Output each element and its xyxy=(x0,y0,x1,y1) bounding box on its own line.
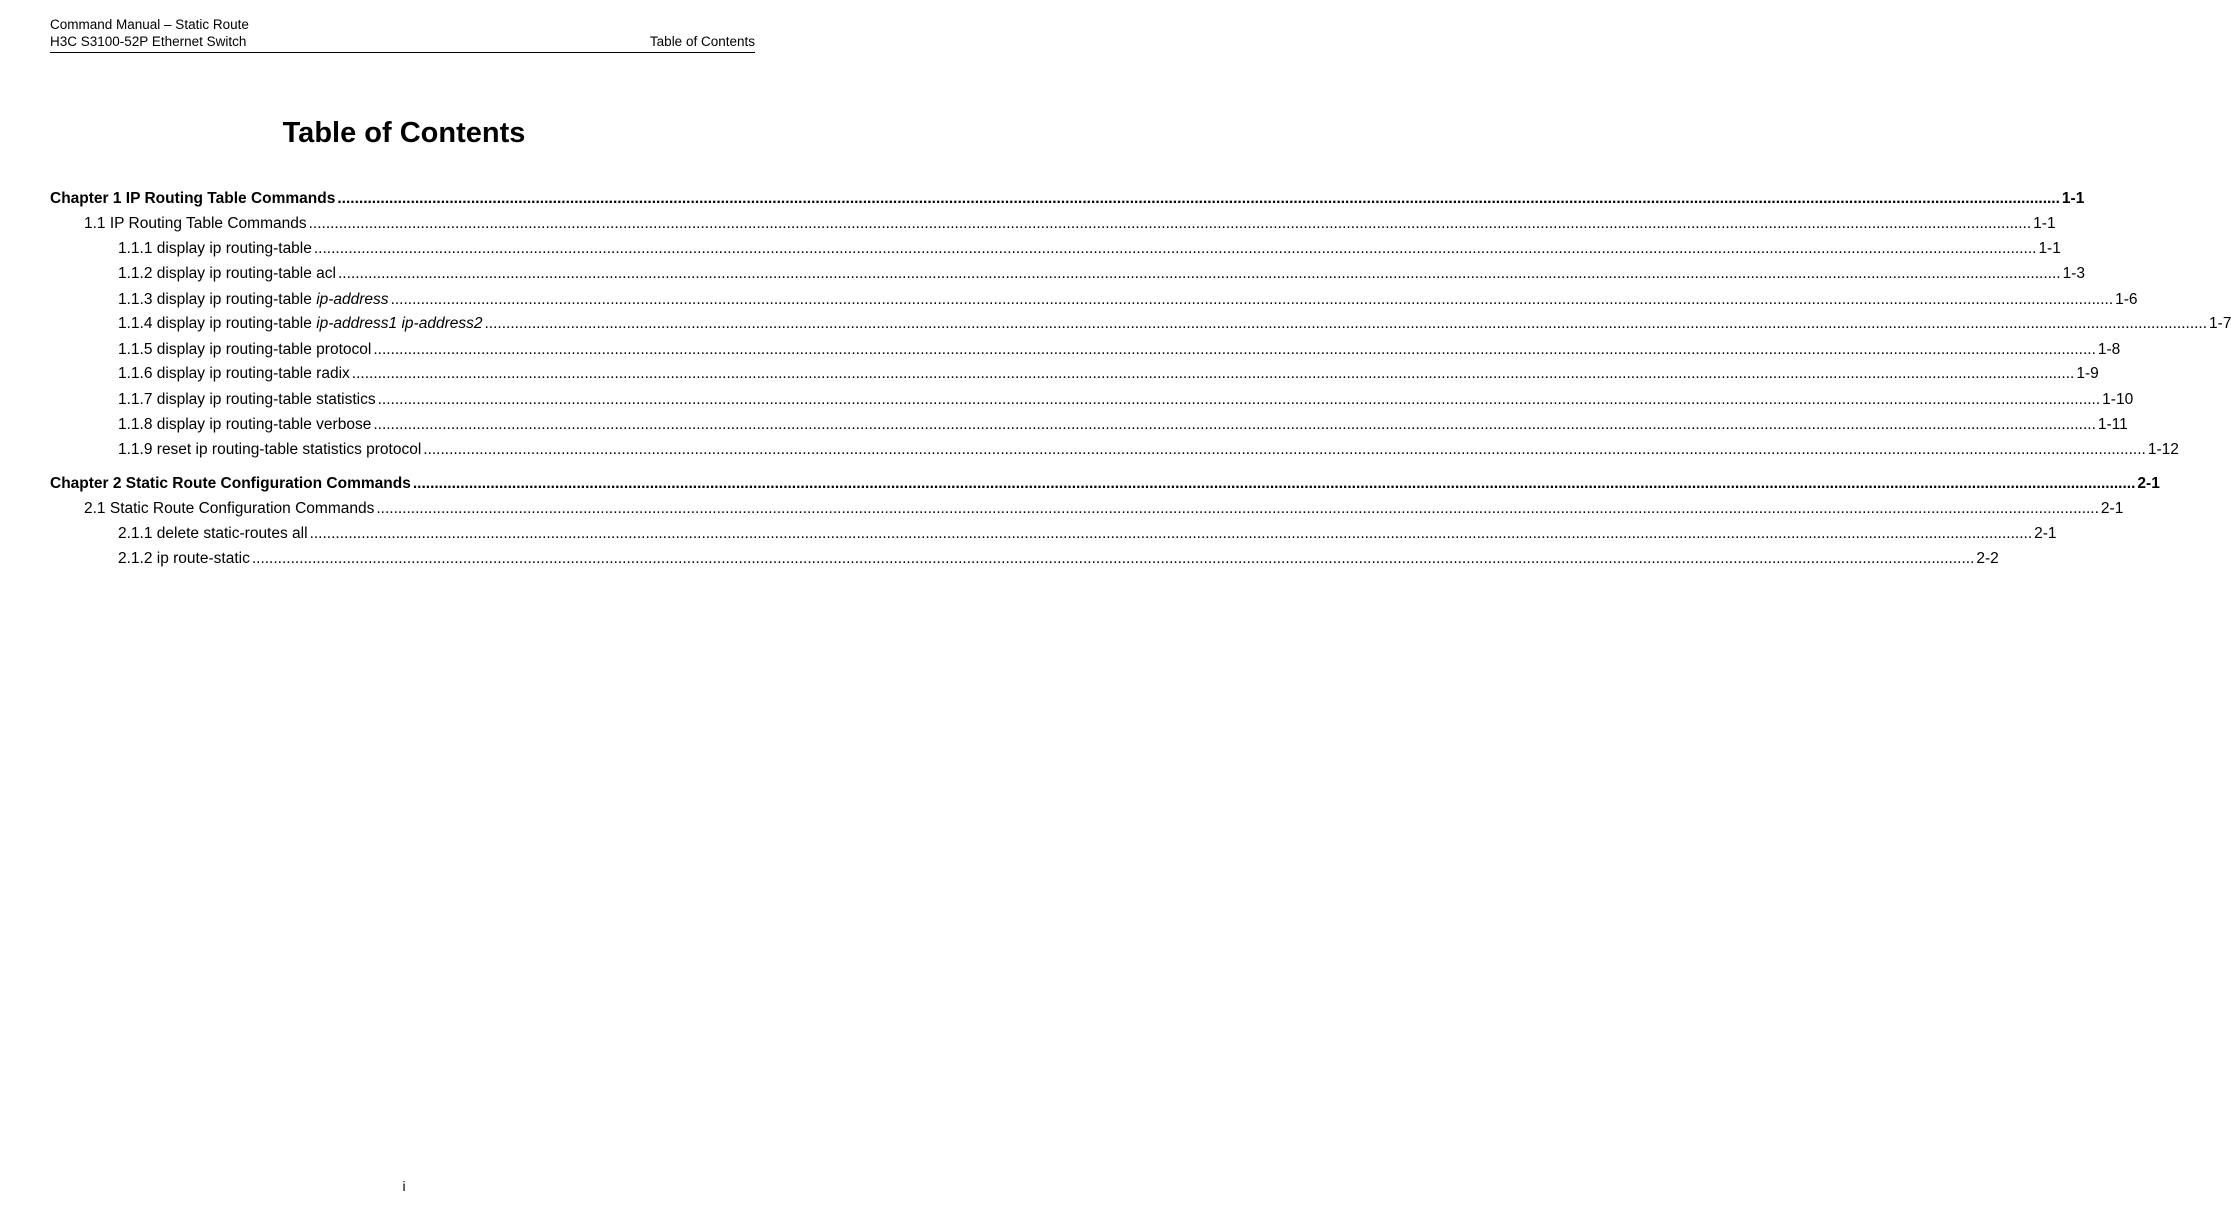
toc-dot-leader: ................................................................................................................................................................................................................................................................................................................................................................................................................ xyxy=(337,190,2060,207)
toc-entry-italic-argument: ip-address xyxy=(316,291,389,308)
toc-entry-title: Chapter 1 IP Routing Table Commands xyxy=(50,190,336,207)
toc-entry-title: 1.1.9 reset ip routing-table statistics protocol xyxy=(118,441,422,458)
toc-entry-subsection[interactable] xyxy=(118,264,2085,284)
toc-dot-leader: ................................................................................................................................................................................................................................................................................................................................................................................................................ xyxy=(373,416,2096,433)
toc-dot-leader: ................................................................................................................................................................................................................................................................................................................................................................................................................ xyxy=(251,550,1975,567)
page-title: Table of Contents xyxy=(282,117,526,149)
toc-entry-page: 2-1 xyxy=(2100,500,2124,517)
toc-dot-leader: ................................................................................................................................................................................................................................................................................................................................................................................................................ xyxy=(484,315,2208,332)
toc-dot-leader: ................................................................................................................................................................................................................................................................................................................................................................................................................ xyxy=(412,475,2136,492)
toc-dot-leader: ................................................................................................................................................................................................................................................................................................................................................................................................................ xyxy=(338,265,2061,282)
toc-entry-subsection[interactable] xyxy=(118,549,1999,569)
toc-entry-title: 2.1.2 ip route-static xyxy=(118,550,250,567)
toc-entry-title: 1.1.2 display ip routing-table acl xyxy=(118,265,336,282)
toc-entry-page: 1-1 xyxy=(2061,190,2085,207)
toc-entry-page: 2-1 xyxy=(2034,525,2057,542)
toc-entry-subsection[interactable] xyxy=(118,314,2231,334)
header-product-name: H3C S3100-52P Ethernet Switch xyxy=(50,34,247,49)
toc-dot-leader: ................................................................................................................................................................................................................................................................................................................................................................................................................ xyxy=(377,391,2101,408)
toc-entry-page: 1-8 xyxy=(2097,341,2121,358)
toc-entry-page: 1-7 xyxy=(2209,315,2231,332)
toc-entry-page: 1-12 xyxy=(2147,441,2179,458)
toc-entry-page: 1-10 xyxy=(2102,391,2134,408)
toc-dot-leader: ................................................................................................................................................................................................................................................................................................................................................................................................................ xyxy=(373,341,2096,358)
toc-entry-title: Chapter 2 Static Route Configuration Commands xyxy=(50,475,411,492)
toc-dot-leader: ................................................................................................................................................................................................................................................................................................................................................................................................................ xyxy=(376,500,2099,517)
toc-entry-page: 1-9 xyxy=(2076,365,2099,382)
toc-entry-subsection[interactable] xyxy=(118,415,2128,435)
toc-dot-leader: ................................................................................................................................................................................................................................................................................................................................................................................................................ xyxy=(423,441,2146,458)
toc-entry-title: 1.1.5 display ip routing-table protocol xyxy=(118,341,372,358)
header-row xyxy=(50,33,755,50)
toc-entry-italic-argument: ip-address1 ip-address2 xyxy=(316,315,483,332)
toc-entry-page: 2-1 xyxy=(2137,475,2160,492)
toc-entry-subsection[interactable] xyxy=(118,340,2121,360)
toc-dot-leader: ................................................................................................................................................................................................................................................................................................................................................................................................................ xyxy=(390,291,2114,308)
toc-entry-subsection[interactable] xyxy=(118,390,2134,410)
toc-entry-chapter[interactable] xyxy=(50,474,2160,494)
toc-entry-page: 1-11 xyxy=(2097,416,2128,433)
toc-entry-page: 2-2 xyxy=(1976,550,1999,567)
toc-entry-title: 2.1 Static Route Configuration Commands xyxy=(84,500,375,517)
header-section-name: Table of Contents xyxy=(649,34,755,49)
toc-entry-page: 1-1 xyxy=(2033,215,2056,232)
toc-entry-title: 1.1.8 display ip routing-table verbose xyxy=(118,416,372,433)
page-header xyxy=(50,16,755,50)
toc-dot-leader: ................................................................................................................................................................................................................................................................................................................................................................................................................ xyxy=(313,240,2037,257)
toc-entry-page: 1-1 xyxy=(2038,240,2061,257)
toc-entry-title: 1.1.7 display ip routing-table statistics xyxy=(118,391,376,408)
toc-entry-chapter[interactable] xyxy=(50,189,2085,209)
toc-entry-page: 1-3 xyxy=(2062,265,2085,282)
toc-entry-subsection[interactable] xyxy=(118,440,2179,460)
header-manual-title: Command Manual – Static Route xyxy=(50,17,249,32)
toc-entry-section[interactable] xyxy=(84,499,2124,519)
header-rule xyxy=(50,52,755,53)
toc-dot-leader: ................................................................................................................................................................................................................................................................................................................................................................................................................ xyxy=(308,215,2032,232)
toc-entry-title: 1.1.6 display ip routing-table radix xyxy=(118,365,350,382)
toc-entry-subsection[interactable] xyxy=(118,364,2099,384)
page-number: i xyxy=(402,1178,406,1194)
toc-dot-leader: ................................................................................................................................................................................................................................................................................................................................................................................................................ xyxy=(351,365,2075,382)
toc-entry-section[interactable] xyxy=(84,214,2056,234)
toc-entry-title: 1.1.1 display ip routing-table xyxy=(118,240,312,257)
toc-entry-title: 1.1 IP Routing Table Commands xyxy=(84,215,307,232)
toc-entry-title: 1.1.3 display ip routing-table ip-address xyxy=(118,291,389,308)
toc-entry-subsection[interactable] xyxy=(118,239,2061,259)
toc-entry-page: 1-6 xyxy=(2115,291,2138,308)
toc-entry-title: 1.1.4 display ip routing-table ip-address1 ip-address2 xyxy=(118,315,483,332)
toc-entry-subsection[interactable] xyxy=(118,524,2057,544)
toc-entry-title: 2.1.1 delete static-routes all xyxy=(118,525,308,542)
toc-entry-subsection[interactable] xyxy=(118,290,2138,310)
toc-dot-leader: ................................................................................................................................................................................................................................................................................................................................................................................................................ xyxy=(309,525,2033,542)
